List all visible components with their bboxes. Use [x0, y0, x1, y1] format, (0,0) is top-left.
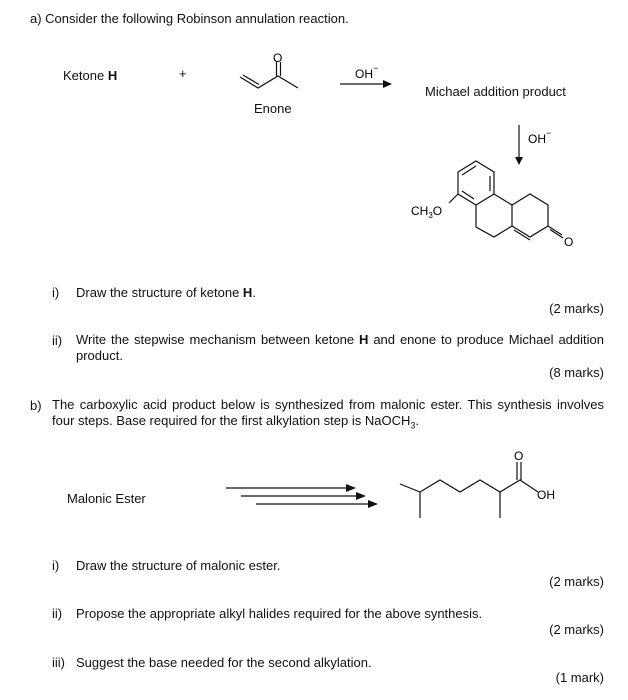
synthesis-arrow-2-head	[356, 492, 366, 500]
reagent-oh-charge: −	[373, 63, 379, 73]
ketone-letter: H	[107, 68, 118, 83]
part-b-label: b)	[30, 398, 42, 413]
b-q3-marks: (1 mark)	[555, 670, 604, 685]
malonic-ester-label: Malonic Ester	[67, 491, 146, 506]
b-q1-number: i)	[52, 558, 60, 573]
plus-sign: +	[179, 66, 187, 81]
b-q1-marks: (2 marks)	[549, 574, 604, 589]
b-q3-text: Suggest the base needed for the second alkylation.	[76, 655, 372, 670]
a-q1-number: i)	[52, 285, 60, 300]
b-q1-text: Draw the structure of malonic ester.	[76, 558, 281, 573]
synthesis-arrow-1-head	[346, 484, 356, 492]
synthesis-arrow-3-head	[368, 500, 378, 508]
b-q3-number: iii)	[52, 655, 65, 670]
product-oxygen: O	[564, 235, 574, 249]
reagent-oh-down: OH	[528, 132, 546, 146]
a-q2-text: Write the stepwise mechanism between ketone H and enone to produce Michael addition product.	[76, 332, 604, 363]
a-q2-number: ii)	[52, 333, 63, 348]
ketone-label: Ketone	[63, 68, 105, 83]
b-q2-number: ii)	[52, 606, 63, 621]
b-q2-marks: (2 marks)	[549, 622, 604, 637]
enone-label: Enone	[254, 101, 292, 116]
b-q2-text: Propose the appropriate alkyl halides required for the above synthesis.	[76, 606, 483, 621]
a-q1-text: Draw the structure of ketone H.	[76, 285, 256, 300]
reagent-oh-down-charge: −	[546, 128, 552, 138]
enone-oxygen: O	[273, 51, 283, 65]
a-q2-marks: (8 marks)	[549, 365, 604, 380]
reagent-oh: OH	[355, 67, 373, 81]
methoxy-label: $CH_3O$	[411, 204, 443, 220]
arrow-1-head	[383, 80, 392, 88]
tricyclic-product-structure	[449, 161, 563, 240]
acid-oh: OH	[537, 488, 555, 502]
michael-product-label: Michael addition product	[425, 84, 566, 99]
part-b-intro: The carboxylic acid product below is synthesized from malonic ester. This synthesis involves four steps. Base required for the first alkylation step is NaOCH$_3$.	[52, 397, 604, 431]
acid-oxygen: O	[514, 449, 524, 463]
carboxylic-acid-structure	[400, 462, 538, 518]
arrow-down-head	[515, 157, 523, 165]
a-q1-marks: (2 marks)	[549, 301, 604, 316]
part-a-heading: a) Consider the following Robinson annulation reaction.	[30, 11, 349, 26]
